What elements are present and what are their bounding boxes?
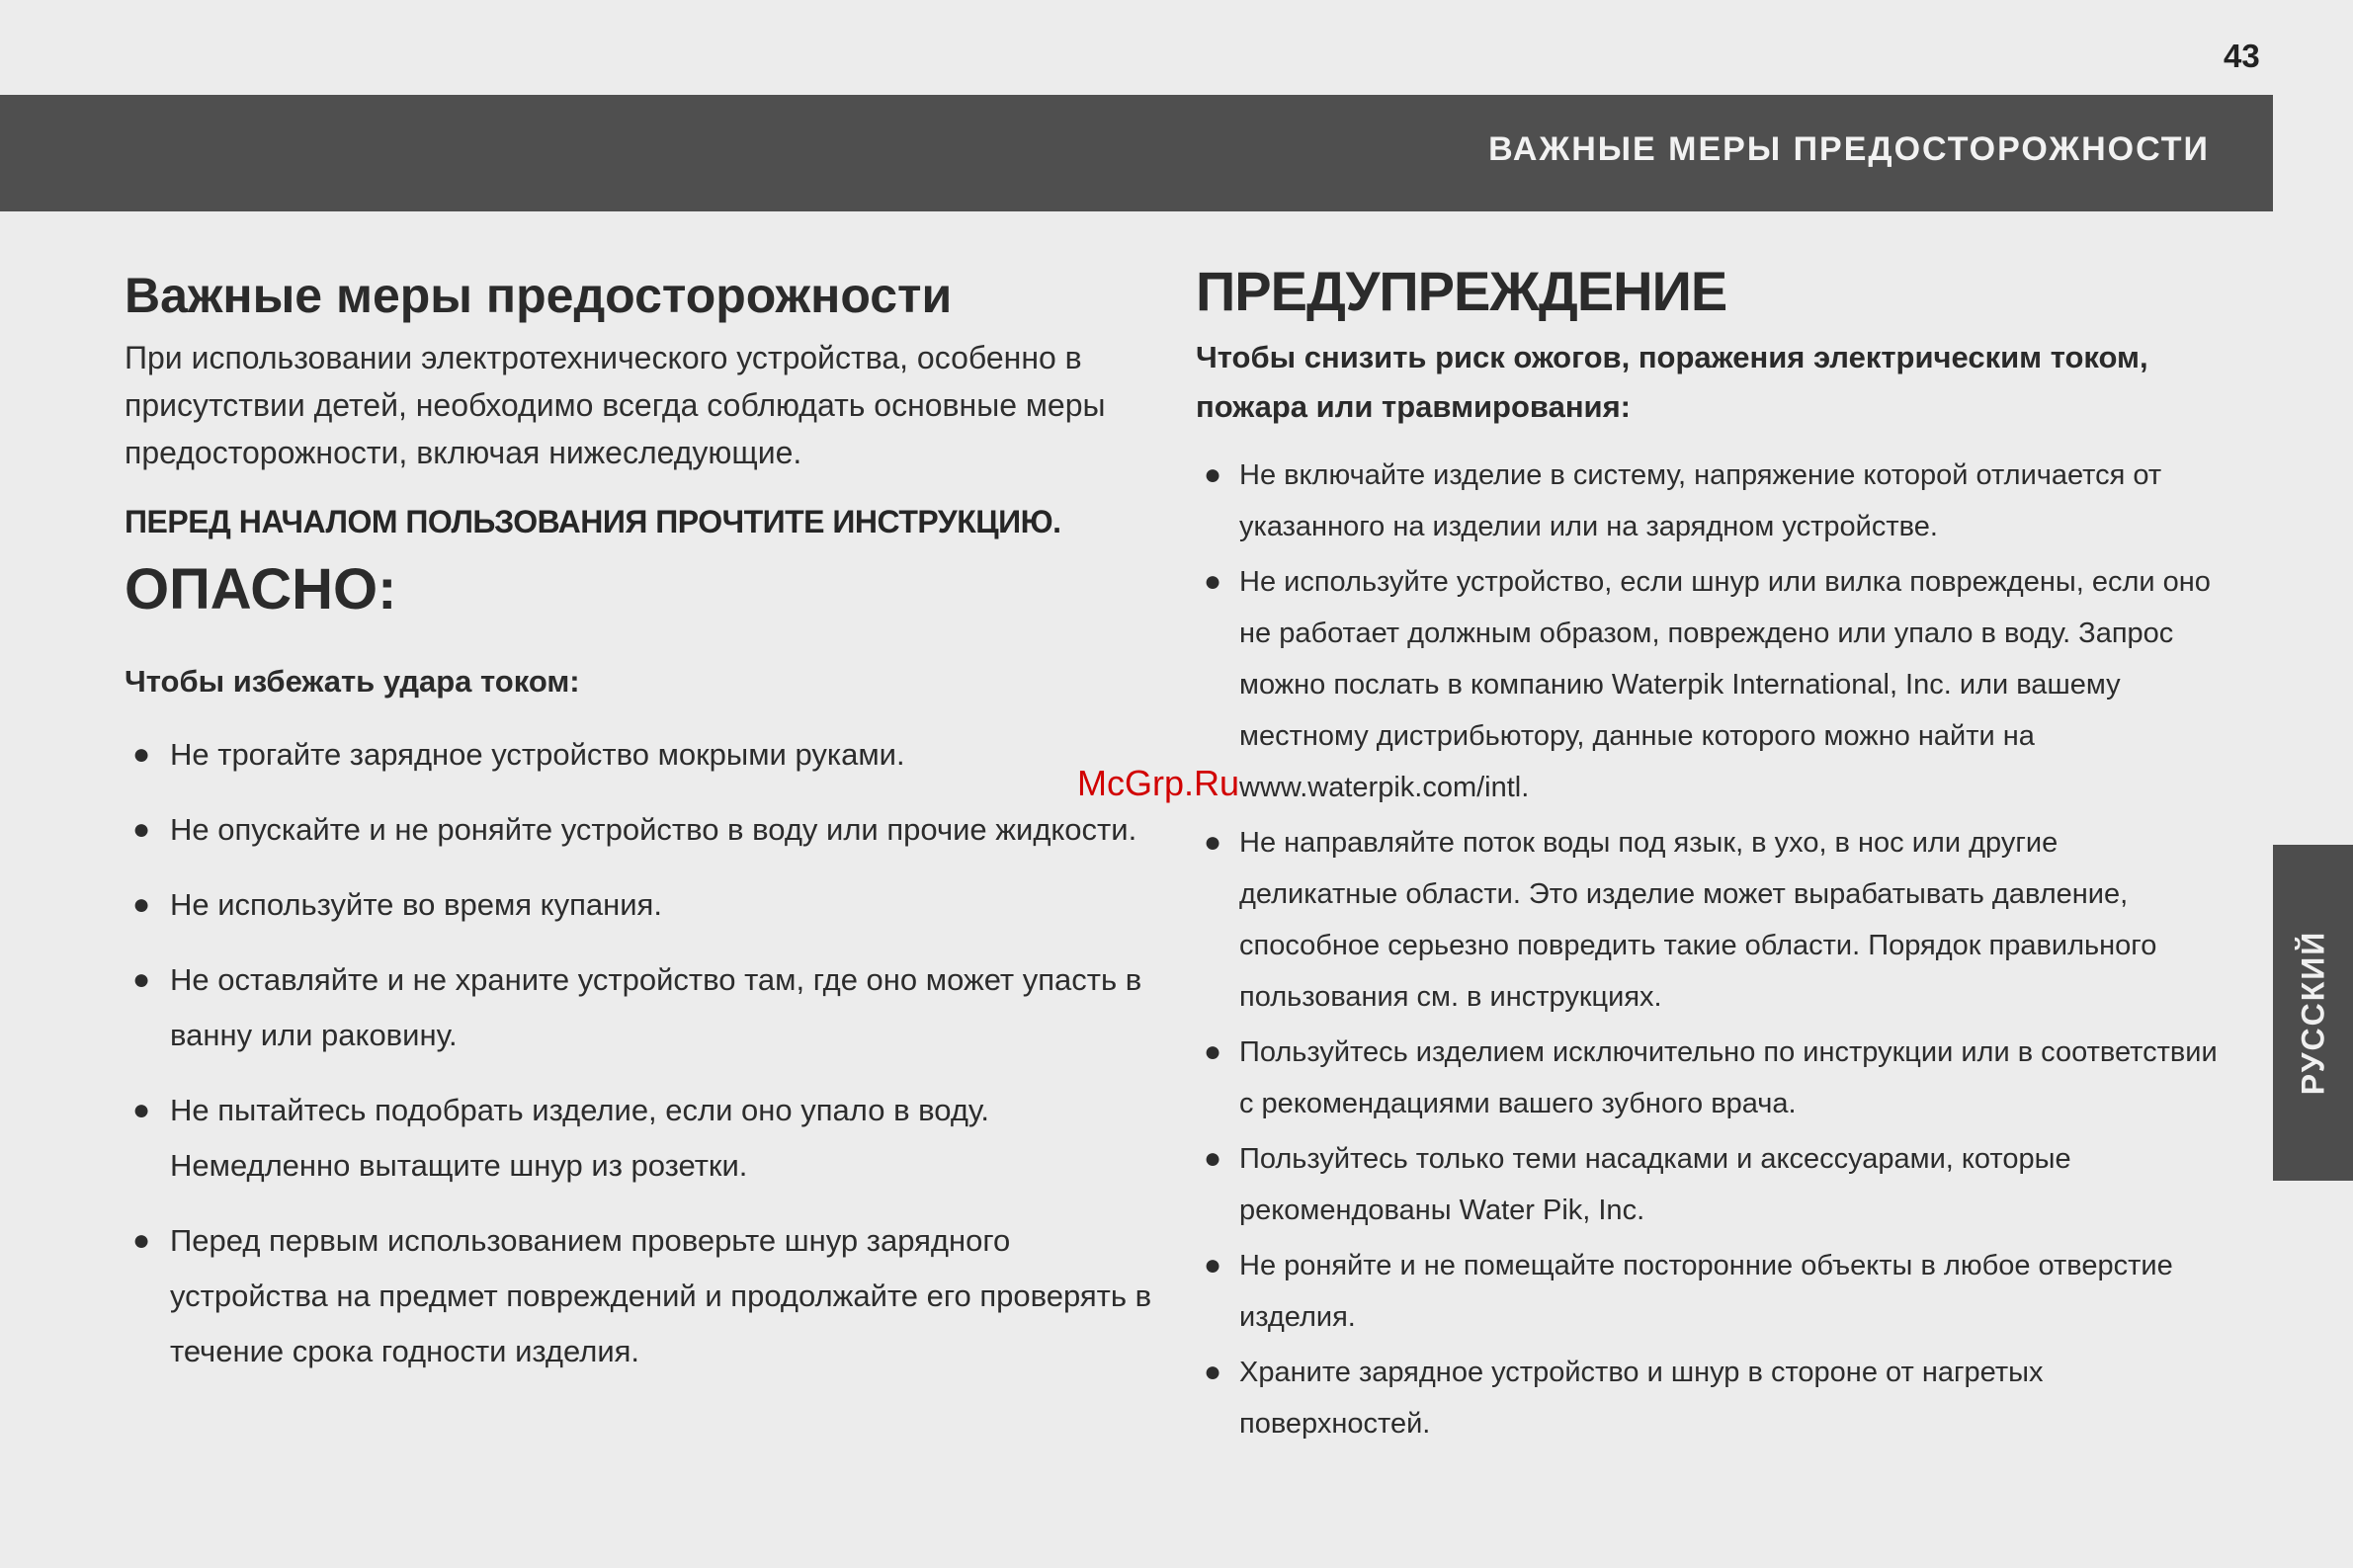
bullet-icon: ● (1204, 458, 1222, 491)
header-band (0, 95, 2273, 211)
bullet-icon: ● (132, 1094, 151, 1126)
watermark: McGrp.Ru (1077, 763, 1240, 803)
left-column (125, 267, 1152, 1399)
language-tab-label: РУССКИЙ (2295, 930, 2330, 1096)
bullet-icon: ● (1204, 1142, 1222, 1175)
warning-subheading: Чтобы снизить риск ожогов, поражения электрическим током, пожара или травмирования: (1196, 340, 2148, 424)
shock-subheading: Чтобы избежать удара током: (125, 664, 580, 699)
list-item: ● Не оставляйте и не храните устройство там, где оно может упасть в ванну или раковину. (125, 952, 1152, 1063)
page-number: 43 (2224, 38, 2260, 74)
list-item: ● Не опускайте и не роняйте устройство в воду или прочие жидкости. (125, 802, 1152, 858)
list-item: ● Не используйте во время купания. (125, 877, 1152, 933)
danger-list (125, 727, 1152, 1379)
language-tab (2273, 845, 2353, 1181)
list-item: ● Перед первым использованием проверьте шнур зарядного устройства на предмет повреждений и продолжайте его проверять в течение срока годности изделия. (125, 1213, 1152, 1379)
bullet-icon: ● (1204, 1356, 1222, 1388)
bullet-icon: ● (1204, 826, 1222, 859)
bullet-icon: ● (132, 1224, 151, 1257)
list-item: ● Храните зарядное устройство и шнур в стороне от нагретых поверхностей. (1196, 1347, 2224, 1449)
right-column (1196, 259, 2224, 1453)
bullet-icon: ● (132, 813, 151, 846)
bullet-icon: ● (1204, 1035, 1222, 1068)
warning-heading: ПРЕДУПРЕЖДЕНИЕ (1196, 260, 1727, 322)
intro-text: При использовании электротехнического устройства, особенно в присутствии детей, необходимо всегда соблюдать основные меры предосторожности, включая нижеследующие. (125, 340, 1106, 470)
list-item: ● Не роняйте и не помещайте посторонние объекты в любое отверстие изделия. (1196, 1240, 2224, 1343)
bullet-icon: ● (132, 963, 151, 996)
header-title: ВАЖНЫЕ МЕРЫ ПРЕДОСТОРОЖНОСТИ (1488, 130, 2210, 168)
list-item: ● Не трогайте зарядное устройство мокрыми руками. (125, 727, 1152, 783)
read-instructions-notice: ПЕРЕД НАЧАЛОМ ПОЛЬЗОВАНИЯ ПРОЧТИТЕ ИНСТРУКЦИЮ. (125, 504, 1061, 539)
danger-heading: ОПАСНО: (125, 557, 397, 621)
bullet-icon: ● (1204, 1249, 1222, 1281)
list-item: ● Не используйте устройство, если шнур или вилка повреждены, если оно не работает должным образом, повреждено или упало в воду. Запрос можно послать в компанию Waterpik International, Inc. или вашему местному дистрибьютору, данные которого можно найти на www.waterpik.com/intl. (1196, 556, 2224, 813)
bullet-icon: ● (1204, 565, 1222, 598)
bullet-icon: ● (132, 888, 151, 921)
list-item: ● Пользуйтесь только теми насадками и аксессуарами, которые рекомендованы Water Pik, Inc. (1196, 1133, 2224, 1236)
list-item: ● Не направляйте поток воды под язык, в ухо, в нос или другие деликатные области. Это изделие может вырабатывать давление, способное серьезно повредить такие области. Порядок правильного пользования см. в инструкциях. (1196, 817, 2224, 1023)
bullet-icon: ● (132, 738, 151, 771)
list-item: ● Пользуйтесь изделием исключительно по инструкции или в соответствии с рекомендациями вашего зубного врача. (1196, 1027, 2224, 1129)
section-title: Важные меры предосторожности (125, 268, 953, 323)
list-item: ● Не пытайтесь подобрать изделие, если оно упало в воду. Немедленно вытащите шнур из розетки. (125, 1083, 1152, 1194)
list-item: ● Не включайте изделие в систему, напряжение которой отличается от указанного на изделии или на зарядном устройстве. (1196, 450, 2224, 552)
warning-list (1196, 450, 2224, 1449)
